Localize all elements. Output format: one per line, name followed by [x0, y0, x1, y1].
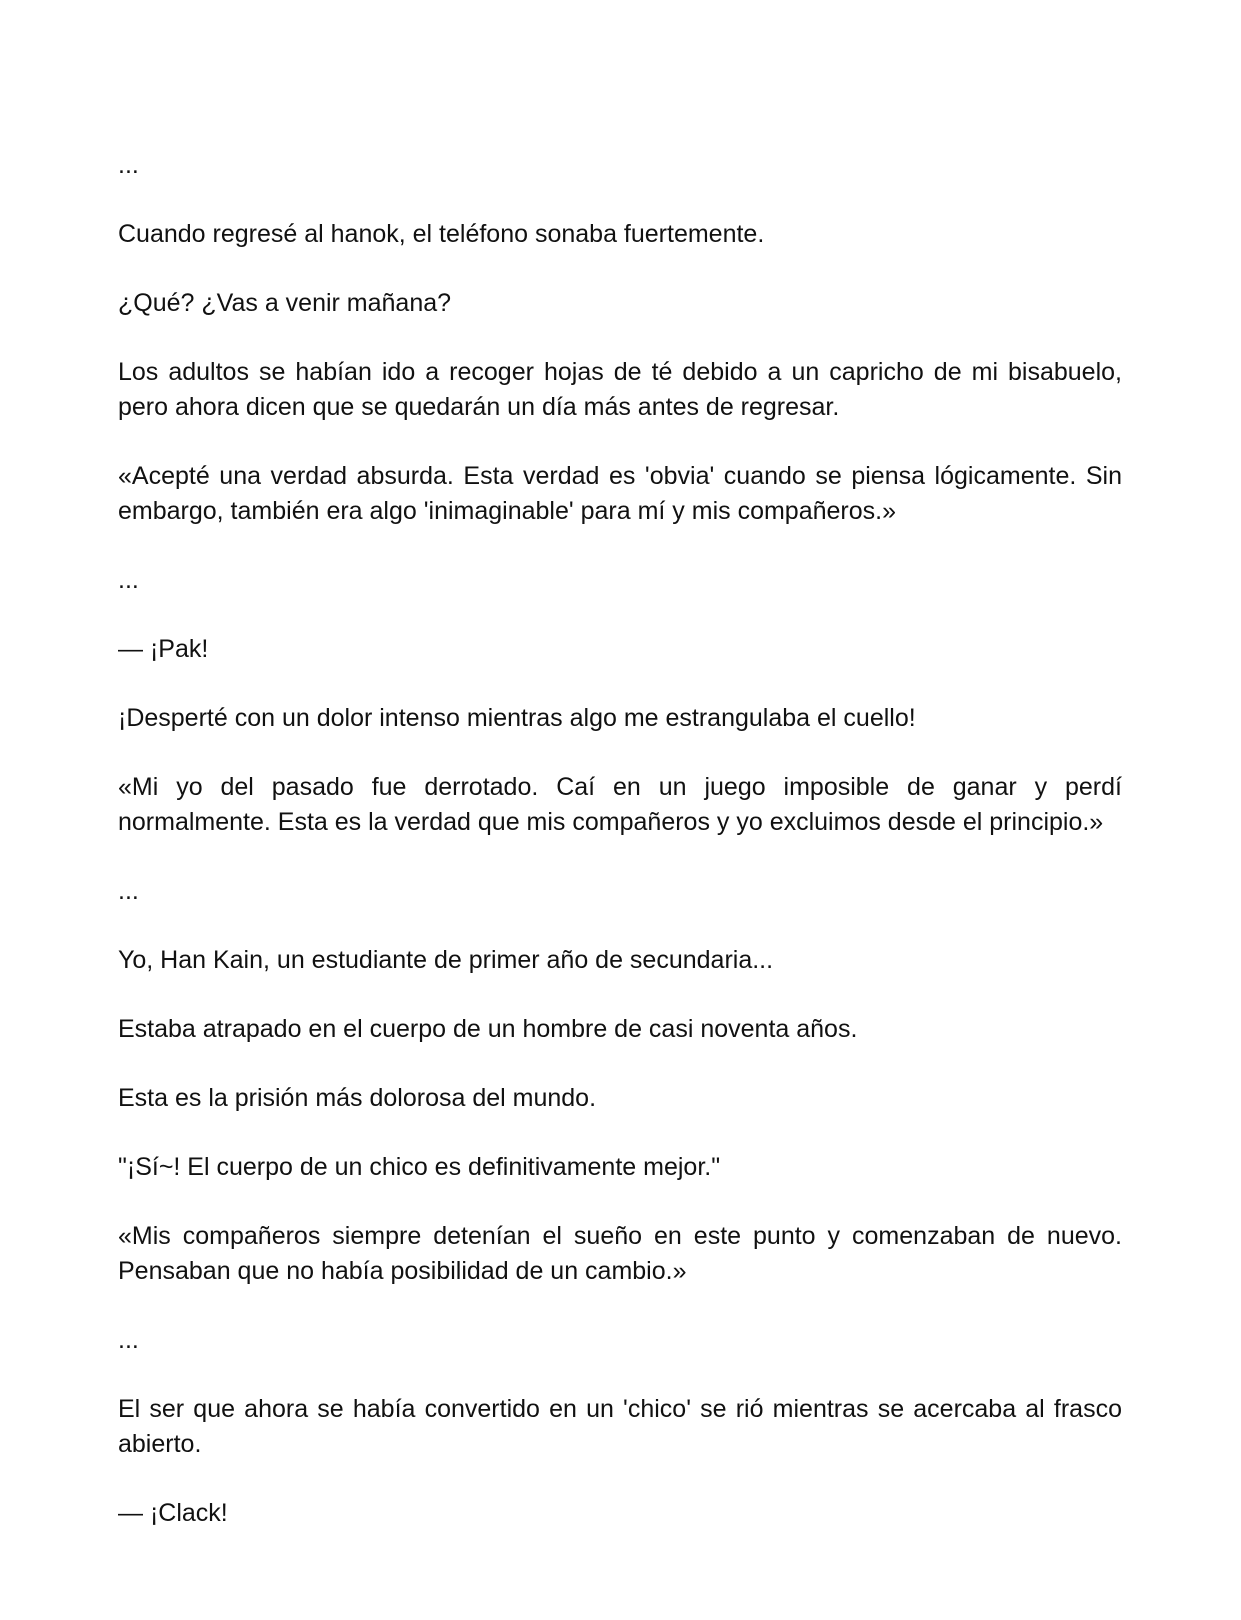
paragraph: «Mi yo del pasado fue derrotado. Caí en un juego imposible de ganar y perdí normalmente. Esta es la verdad que mis compañeros y yo excluimos desde el principio.»: [118, 773, 1122, 836]
paragraph: ...: [118, 566, 139, 594]
paragraph: «Mis compañeros siempre detenían el sueño en este punto y comenzaban de nuevo. Pensaban que no había posibilidad de un cambio.»: [118, 1222, 1122, 1285]
paragraph: ¿Qué? ¿Vas a venir mañana?: [118, 289, 452, 317]
paragraph: Cuando regresé al hanok, el teléfono sonaba fuertemente.: [118, 220, 765, 248]
paragraph: Estaba atrapado en el cuerpo de un hombre de casi noventa años.: [118, 1015, 858, 1043]
paragraph: Los adultos se habían ido a recoger hojas de té debido a un capricho de mi bisabuelo, pero ahora dicen que se quedarán un día más antes de regresar.: [118, 358, 1122, 421]
document-page: [118, 148, 1122, 1565]
paragraph: «Acepté una verdad absurda. Esta verdad es 'obvia' cuando se piensa lógicamente. Sin embargo, también era algo 'inimaginable' para mí y mis compañeros.»: [118, 462, 1122, 525]
paragraph: "¡Sí~! El cuerpo de un chico es definitivamente mejor.": [118, 1153, 721, 1181]
paragraph: ¡Desperté con un dolor intenso mientras algo me estrangulaba el cuello!: [118, 704, 916, 732]
paragraph: Esta es la prisión más dolorosa del mundo.: [118, 1084, 597, 1112]
paragraph: — ¡Clack!: [118, 1499, 228, 1527]
paragraph: ...: [118, 1326, 139, 1354]
paragraph: ...: [118, 151, 139, 179]
paragraph: El ser que ahora se había convertido en un 'chico' se rió mientras se acercaba al frasco abierto.: [118, 1395, 1122, 1458]
paragraph: Yo, Han Kain, un estudiante de primer año de secundaria...: [118, 946, 774, 974]
paragraph: — ¡Pak!: [118, 635, 209, 663]
paragraph: ...: [118, 877, 139, 905]
